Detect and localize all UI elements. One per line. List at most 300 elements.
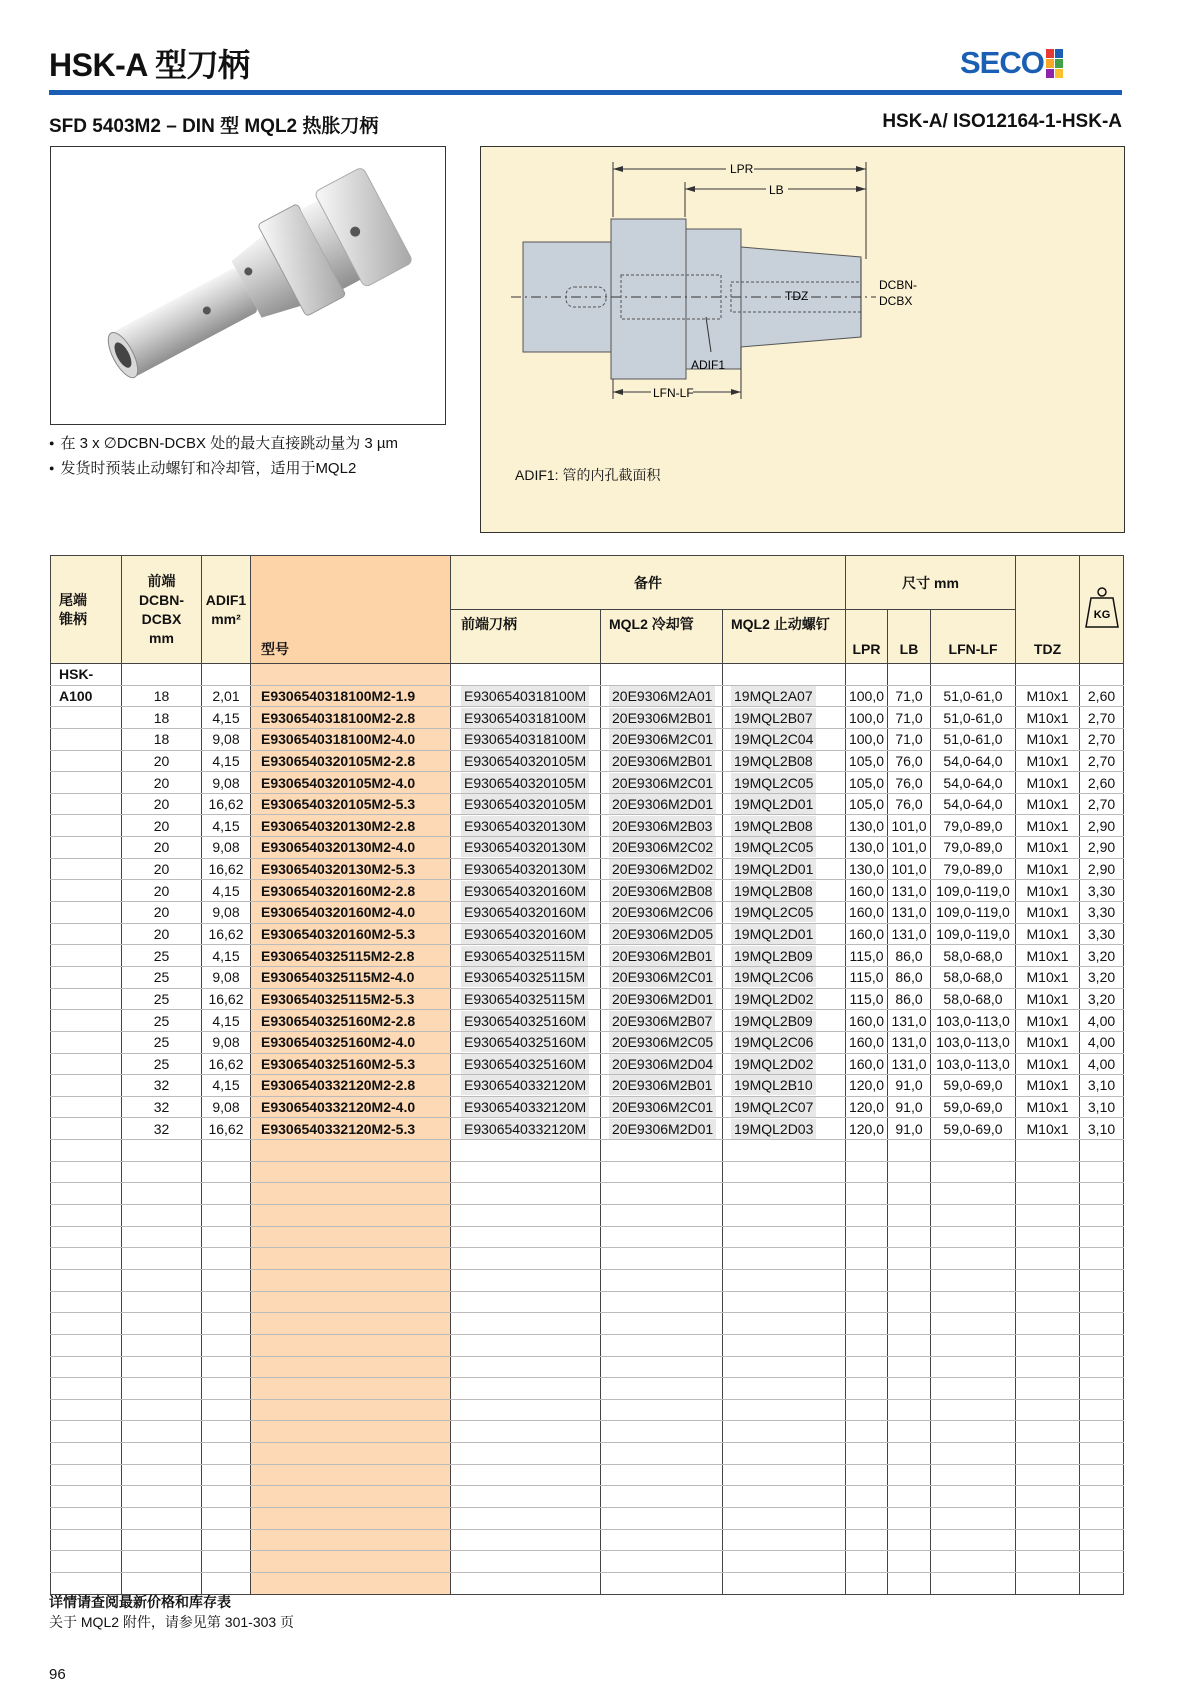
shank-cell	[51, 837, 122, 859]
coolant-tube-cell	[601, 1486, 723, 1508]
front-holder-cell	[451, 1226, 601, 1248]
lpr-cell	[846, 772, 888, 794]
lb-value: 131,0	[891, 882, 927, 899]
shank-cell: HSK-	[51, 664, 122, 686]
dcbn-value: 20	[153, 904, 170, 921]
lfn-value: 103,0-113,0	[936, 1055, 1010, 1072]
weight-value: 3,10	[1087, 1099, 1116, 1116]
lpr-value: 100,0	[848, 687, 885, 704]
table-row	[51, 728, 1124, 750]
adif1-cell	[202, 1140, 251, 1162]
lpr-cell	[846, 1205, 888, 1227]
product-photo	[50, 146, 446, 425]
weight-cell	[1080, 1075, 1124, 1097]
lfn-cell	[931, 1421, 1016, 1443]
model-cell	[251, 837, 451, 859]
stop-screw-cell	[723, 772, 846, 794]
weight-value: 3,30	[1087, 926, 1116, 942]
dcbn-cell	[122, 880, 202, 902]
coolant-tube-cell	[601, 945, 723, 967]
shank-cell	[51, 1140, 122, 1162]
stop-screw-cell	[723, 923, 846, 945]
coolant-tube-value: 20E9306M2D04	[609, 1054, 716, 1074]
tdz-cell	[1016, 1464, 1080, 1486]
dcbn-cell	[122, 923, 202, 945]
notes-list	[49, 432, 398, 482]
table-row	[51, 1140, 1124, 1162]
table-row	[51, 1529, 1124, 1551]
coolant-tube-cell	[601, 880, 723, 902]
lb-cell	[888, 1096, 931, 1118]
shank-cell	[51, 880, 122, 902]
table-row	[51, 1313, 1124, 1335]
tdz-value: M10x1	[1026, 904, 1069, 921]
adif1-cell	[202, 1226, 251, 1248]
front-holder-cell	[451, 815, 601, 837]
weight-value: 2,90	[1087, 817, 1116, 834]
shank-cell	[51, 902, 122, 924]
tdz-cell	[1016, 750, 1080, 772]
lb-cell	[888, 707, 931, 729]
adif1-cell	[202, 685, 251, 707]
dcbn-cell	[122, 1356, 202, 1378]
adif1-value: 9,08	[212, 774, 240, 791]
adif1-cell	[202, 1161, 251, 1183]
model-cell	[251, 1183, 451, 1205]
lb-cell	[888, 1226, 931, 1248]
lb-cell	[888, 728, 931, 750]
weight-cell	[1080, 664, 1124, 686]
tdz-cell	[1016, 858, 1080, 880]
tdz-cell	[1016, 1248, 1080, 1270]
tdz-cell	[1016, 837, 1080, 859]
stop-screw-value: 19MQL2C05	[731, 837, 816, 857]
shank-cell	[51, 1529, 122, 1551]
weight-icon	[1085, 585, 1119, 629]
lpr-value: 115,0	[849, 990, 884, 1007]
lfn-cell	[931, 1507, 1016, 1529]
adif1-cell	[202, 1464, 251, 1486]
table-row	[51, 1486, 1124, 1508]
subtitle: SFD 5403M2 – DIN 型 MQL2 热胀刀柄	[49, 116, 379, 137]
shank-cell	[51, 1248, 122, 1270]
tdz-value: M10x1	[1026, 1055, 1069, 1072]
table-row	[51, 664, 1124, 686]
dcbn-cell	[122, 772, 202, 794]
model-cell	[251, 664, 451, 686]
adif1-cell	[202, 1529, 251, 1551]
lb-cell	[888, 1183, 931, 1205]
stop-screw-cell	[723, 1118, 846, 1140]
tdz-cell	[1016, 772, 1080, 794]
model-value: E9306540318100M2-2.8	[261, 709, 416, 726]
stop-screw-cell	[723, 1443, 846, 1465]
stop-screw-cell	[723, 793, 846, 815]
weight-cell	[1080, 1096, 1124, 1118]
front-holder-cell	[451, 1486, 601, 1508]
dcbn-cell	[122, 945, 202, 967]
front-holder-cell	[451, 1507, 601, 1529]
front-holder-value: E9306540320160M	[461, 924, 589, 944]
tdz-cell	[1016, 1572, 1080, 1594]
front-holder-value: E9306540325160M	[461, 1032, 589, 1052]
lpr-cell	[846, 1399, 888, 1421]
tdz-cell	[1016, 1378, 1080, 1400]
lb-value: 91,0	[895, 1077, 923, 1094]
dcbn-cell	[122, 837, 202, 859]
weight-cell	[1080, 1205, 1124, 1227]
model-cell	[251, 1075, 451, 1097]
front-holder-value: E9306540318100M	[461, 708, 589, 728]
table-row	[51, 1226, 1124, 1248]
model-cell	[251, 966, 451, 988]
tdz-cell	[1016, 1205, 1080, 1227]
tdz-cell	[1016, 1053, 1080, 1075]
adif1-cell	[202, 750, 251, 772]
weight-value: 4,00	[1087, 1012, 1116, 1029]
lpr-cell	[846, 1443, 888, 1465]
lfn-cell	[931, 815, 1016, 837]
dcbn-cell	[122, 793, 202, 815]
lb-cell	[888, 1248, 931, 1270]
model-cell	[251, 1529, 451, 1551]
lfn-cell	[931, 685, 1016, 707]
front-holder-value: E9306540325115M	[461, 967, 588, 987]
tdz-value: M10x1	[1026, 752, 1069, 769]
stop-screw-value: 19MQL2B08	[731, 881, 816, 901]
lpr-cell	[846, 1118, 888, 1140]
weight-value: 2,60	[1087, 687, 1116, 704]
weight-value: 3,10	[1087, 1120, 1116, 1137]
weight-value: 2,90	[1087, 861, 1116, 878]
weight-cell	[1080, 685, 1124, 707]
stop-screw-cell	[723, 1313, 846, 1335]
stop-screw-cell	[723, 750, 846, 772]
front-holder-cell	[451, 1291, 601, 1313]
model-value: E9306540325115M2-4.0	[261, 969, 415, 986]
weight-cell	[1080, 988, 1124, 1010]
tdz-value: M10x1	[1026, 1077, 1069, 1094]
weight-cell	[1080, 1183, 1124, 1205]
coolant-tube-cell	[601, 1551, 723, 1573]
shank-cell	[51, 1226, 122, 1248]
model-value: E9306540320160M2-2.8	[261, 882, 416, 899]
lpr-cell	[846, 1161, 888, 1183]
lb-value: 71,0	[895, 709, 923, 726]
adif1-value: 4,15	[212, 947, 240, 964]
lb-cell	[888, 902, 931, 924]
header-lpr: LPR	[846, 610, 888, 664]
adif1-cell	[202, 772, 251, 794]
shank-cell	[51, 750, 122, 772]
front-holder-cell	[451, 1053, 601, 1075]
dcbn-cell	[122, 1507, 202, 1529]
lpr-cell	[846, 1075, 888, 1097]
model-cell	[251, 815, 451, 837]
spec-table	[50, 555, 1124, 1595]
front-holder-cell	[451, 858, 601, 880]
coolant-tube-value: 20E9306M2B08	[609, 881, 715, 901]
model-cell	[251, 1248, 451, 1270]
dcbn-cell	[122, 1205, 202, 1227]
lfn-value: 79,0-89,0	[943, 817, 1003, 834]
adif1-cell	[202, 1183, 251, 1205]
tdz-cell	[1016, 793, 1080, 815]
table-row	[51, 772, 1124, 794]
front-holder-cell	[451, 1334, 601, 1356]
tdz-cell	[1016, 1118, 1080, 1140]
lpr-cell	[846, 1356, 888, 1378]
header-coolant-tube: MQL2 冷却管	[601, 610, 723, 664]
lb-cell	[888, 1205, 931, 1227]
weight-cell	[1080, 1248, 1124, 1270]
table-row	[51, 1399, 1124, 1421]
front-holder-cell	[451, 772, 601, 794]
model-cell	[251, 728, 451, 750]
stop-screw-cell	[723, 1291, 846, 1313]
lfn-cell	[931, 1464, 1016, 1486]
adif1-value: 16,62	[208, 926, 244, 942]
lb-value: 76,0	[895, 774, 923, 791]
lpr-cell	[846, 1334, 888, 1356]
weight-cell	[1080, 966, 1124, 988]
tdz-cell	[1016, 923, 1080, 945]
weight-cell	[1080, 1053, 1124, 1075]
tdz-cell	[1016, 1507, 1080, 1529]
coolant-tube-value: 20E9306M2C01	[609, 773, 716, 793]
lpr-value: 115,0	[849, 947, 884, 964]
model-value: E9306540320105M2-4.0	[261, 774, 416, 791]
table-row	[51, 1269, 1124, 1291]
front-holder-cell	[451, 1529, 601, 1551]
front-holder-value: E9306540320130M	[461, 837, 589, 857]
model-cell	[251, 1053, 451, 1075]
shank-cell	[51, 793, 122, 815]
weight-value: 3,20	[1087, 969, 1116, 986]
lfn-value: 109,0-119,0	[936, 882, 1010, 899]
weight-cell	[1080, 1313, 1124, 1335]
model-cell	[251, 1334, 451, 1356]
model-value: E9306540332120M2-2.8	[261, 1077, 416, 1094]
lb-label: LB	[769, 183, 784, 197]
lfn-cell	[931, 664, 1016, 686]
model-cell	[251, 902, 451, 924]
weight-value: 2,70	[1087, 709, 1116, 726]
dcbn-cell	[122, 1183, 202, 1205]
coolant-tube-cell	[601, 1421, 723, 1443]
dcbn-value: 20	[153, 752, 170, 769]
lpr-cell	[846, 1031, 888, 1053]
stop-screw-cell	[723, 1356, 846, 1378]
model-cell	[251, 1313, 451, 1335]
coolant-tube-cell	[601, 1075, 723, 1097]
adif1-value: 4,15	[212, 1077, 240, 1094]
standard-label: HSK-A/ ISO12164-1-HSK-A	[882, 111, 1122, 132]
lb-cell	[888, 1421, 931, 1443]
shank-cell	[51, 1313, 122, 1335]
page-number: 96	[49, 1666, 66, 1683]
weight-cell	[1080, 1031, 1124, 1053]
lfn-cell	[931, 1443, 1016, 1465]
coolant-tube-cell	[601, 1291, 723, 1313]
lb-cell	[888, 1291, 931, 1313]
tdz-cell	[1016, 815, 1080, 837]
front-holder-cell	[451, 923, 601, 945]
lfn-cell	[931, 1269, 1016, 1291]
adif1-value: 4,15	[212, 752, 240, 769]
model-cell	[251, 1031, 451, 1053]
front-holder-cell	[451, 1551, 601, 1573]
adif1-cell	[202, 728, 251, 750]
tdz-cell	[1016, 1356, 1080, 1378]
tdz-value: M10x1	[1026, 731, 1069, 748]
lpr-label: LPR	[730, 162, 754, 176]
header-tdz: TDZ	[1016, 556, 1080, 664]
table-row	[51, 793, 1124, 815]
lpr-value: 160,0	[848, 1012, 885, 1029]
tdz-cell	[1016, 945, 1080, 967]
model-cell	[251, 1118, 451, 1140]
weight-value: 2,90	[1087, 839, 1116, 856]
lfn-cell	[931, 793, 1016, 815]
dcbn-cell	[122, 1118, 202, 1140]
lb-cell	[888, 1140, 931, 1162]
table-row	[51, 1010, 1124, 1032]
lpr-cell	[846, 880, 888, 902]
stop-screw-cell	[723, 815, 846, 837]
header-spares: 备件	[451, 556, 846, 610]
lfn-value: 103,0-113,0	[936, 1034, 1010, 1051]
lb-cell	[888, 1464, 931, 1486]
lpr-cell	[846, 966, 888, 988]
table-row	[51, 1183, 1124, 1205]
lfn-value: 59,0-69,0	[943, 1077, 1003, 1094]
tdz-cell	[1016, 1443, 1080, 1465]
front-holder-value: E9306540320160M	[461, 881, 589, 901]
dcbn-cell	[122, 1464, 202, 1486]
dcbn-value: 25	[153, 1055, 170, 1072]
stop-screw-value: 19MQL2D02	[731, 989, 816, 1009]
shank-cell	[51, 1183, 122, 1205]
model-cell	[251, 945, 451, 967]
coolant-tube-cell	[601, 1378, 723, 1400]
weight-cell	[1080, 1529, 1124, 1551]
adif1-cell	[202, 1313, 251, 1335]
shank-cell	[51, 966, 122, 988]
stop-screw-value: 19MQL2A07	[731, 686, 816, 706]
dcbn-cell	[122, 988, 202, 1010]
weight-cell	[1080, 902, 1124, 924]
adif1-value: 16,62	[208, 796, 244, 813]
table-row	[51, 1291, 1124, 1313]
adif1-cell	[202, 1269, 251, 1291]
shank-cell	[51, 1161, 122, 1183]
lpr-cell	[846, 1053, 888, 1075]
header-adif1	[202, 556, 251, 664]
stop-screw-cell	[723, 902, 846, 924]
adif1-cell	[202, 664, 251, 686]
lb-cell	[888, 1551, 931, 1573]
front-holder-cell	[451, 880, 601, 902]
tdz-cell	[1016, 1096, 1080, 1118]
model-value: E9306540320160M2-5.3	[261, 926, 416, 942]
header-lb: LB	[888, 610, 931, 664]
lpr-cell	[846, 1486, 888, 1508]
stop-screw-value: 19MQL2B08	[731, 751, 816, 771]
tdz-label: TDZ	[785, 289, 809, 303]
dcbn-value: 20	[153, 882, 170, 899]
model-cell	[251, 880, 451, 902]
shank-cell	[51, 707, 122, 729]
front-holder-cell	[451, 1313, 601, 1335]
lfn-cell	[931, 1378, 1016, 1400]
lpr-cell	[846, 728, 888, 750]
lb-value: 76,0	[895, 796, 923, 813]
coolant-tube-value: 20E9306M2B01	[609, 751, 715, 771]
stop-screw-value: 19MQL2B09	[731, 1011, 816, 1031]
model-cell	[251, 750, 451, 772]
coolant-tube-cell	[601, 1529, 723, 1551]
adif1-value: 9,08	[212, 731, 240, 748]
shank-cell	[51, 1118, 122, 1140]
dcbn-value: 18	[153, 687, 170, 704]
front-holder-value: E9306540325115M	[461, 946, 588, 966]
lb-cell	[888, 1486, 931, 1508]
lb-cell	[888, 1507, 931, 1529]
header-mm-label: mm	[149, 629, 174, 646]
dcbn-cell	[122, 1269, 202, 1291]
front-holder-cell	[451, 1464, 601, 1486]
lpr-cell	[846, 1183, 888, 1205]
lfn-cell	[931, 1140, 1016, 1162]
adif1-cell	[202, 1421, 251, 1443]
lb-cell	[888, 923, 931, 945]
lfn-cell	[931, 772, 1016, 794]
lfn-value: 58,0-68,0	[943, 947, 1003, 964]
weight-cell	[1080, 837, 1124, 859]
lpr-value: 100,0	[848, 731, 885, 748]
front-holder-cell	[451, 1010, 601, 1032]
lpr-value: 160,0	[848, 1055, 885, 1072]
tdz-value: M10x1	[1026, 1012, 1069, 1029]
coolant-tube-value: 20E9306M2C01	[609, 1097, 716, 1117]
lpr-cell	[846, 707, 888, 729]
coolant-tube-value: 20E9306M2C05	[609, 1032, 716, 1052]
lpr-value: 130,0	[848, 817, 885, 834]
adif1-cell	[202, 837, 251, 859]
dcbn-cell	[122, 1572, 202, 1594]
model-cell	[251, 1443, 451, 1465]
tdz-value: M10x1	[1026, 796, 1069, 813]
table-row	[51, 1205, 1124, 1227]
lb-cell	[888, 1529, 931, 1551]
header-adif1-label: ADIF1	[205, 591, 247, 608]
stop-screw-value: 19MQL2D01	[731, 794, 816, 814]
adif1-value: 4,15	[212, 1012, 240, 1029]
table-row	[51, 988, 1124, 1010]
coolant-tube-cell	[601, 728, 723, 750]
adif1-cell	[202, 880, 251, 902]
lb-cell	[888, 1378, 931, 1400]
table-row	[51, 1031, 1124, 1053]
model-value: E9306540318100M2-4.0	[261, 731, 416, 748]
lpr-cell	[846, 1464, 888, 1486]
adif1-cell	[202, 1507, 251, 1529]
header-stop-screw: MQL2 止动螺钉	[723, 610, 846, 664]
tdz-cell	[1016, 1010, 1080, 1032]
adif1-cell	[202, 1031, 251, 1053]
stop-screw-cell	[723, 728, 846, 750]
